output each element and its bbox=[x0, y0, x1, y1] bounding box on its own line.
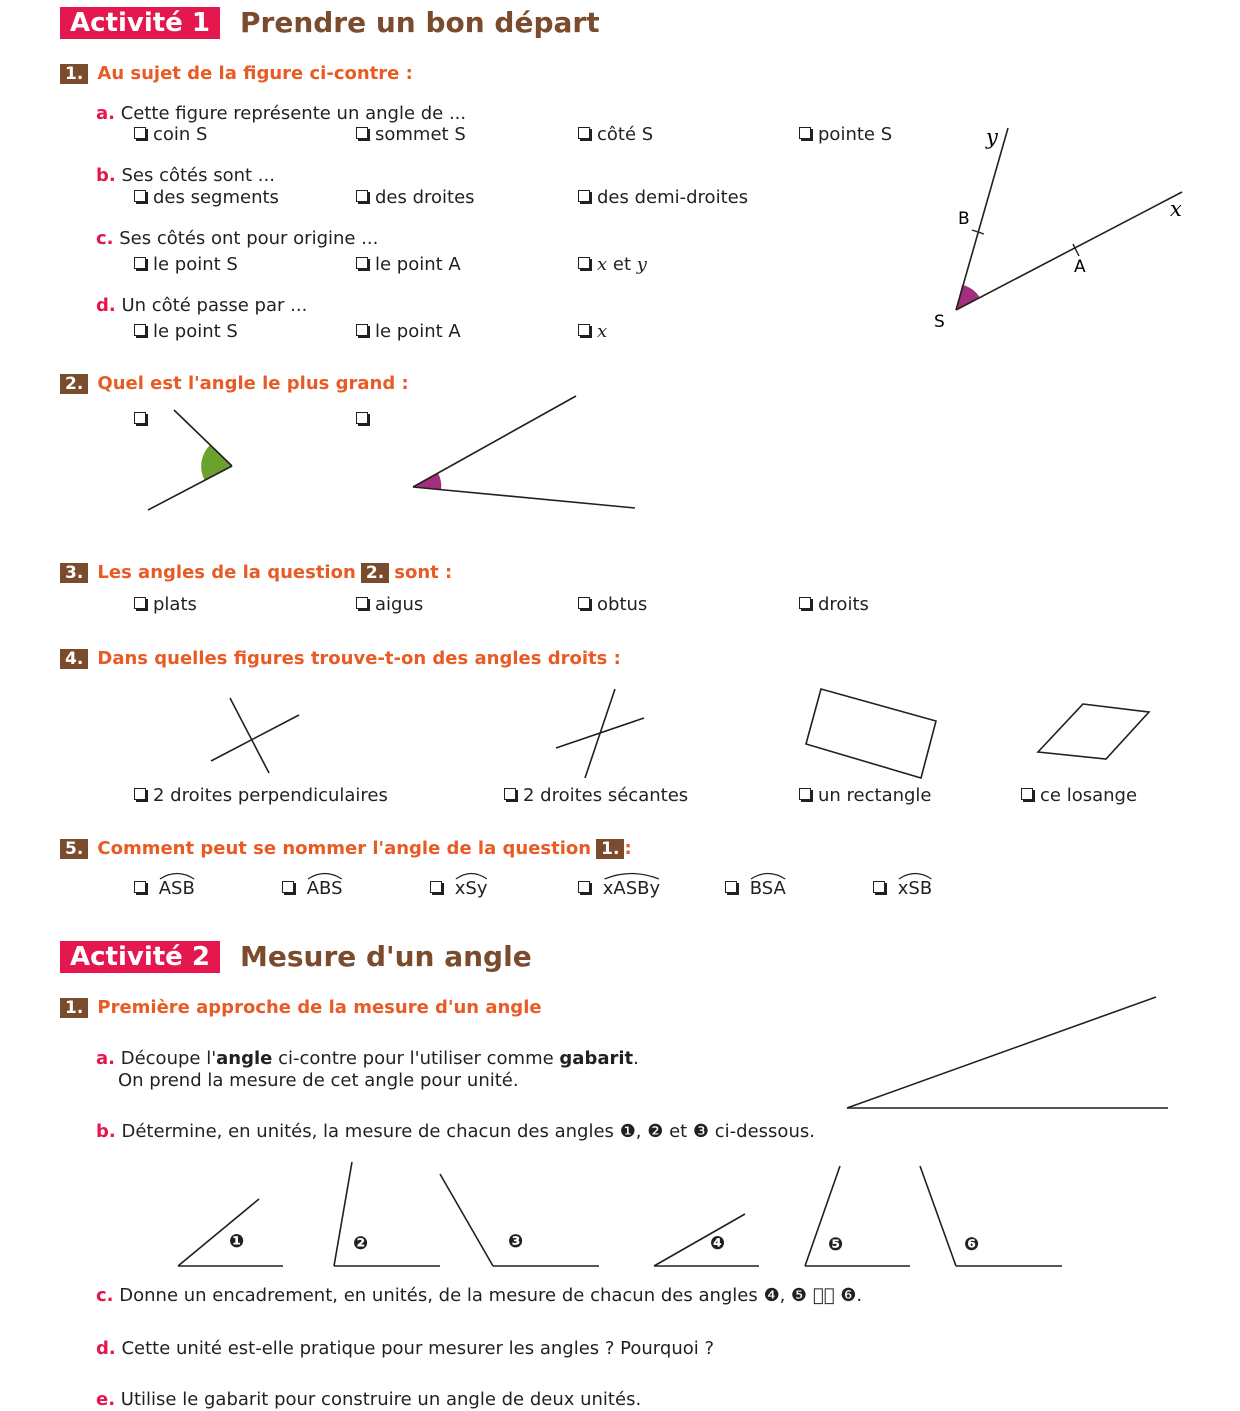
q1b-text: Ses côtés sont ... bbox=[121, 165, 275, 186]
q3-title-end: sont : bbox=[394, 562, 453, 583]
q1c-text: Ses côtés ont pour origine ... bbox=[119, 228, 379, 249]
measure-angles-row bbox=[170, 1155, 1070, 1275]
q1d-letter: d. bbox=[96, 295, 116, 316]
q1b-option-3[interactable]: des demi-droites bbox=[578, 187, 748, 209]
q1c-option-2[interactable]: le point A bbox=[356, 254, 461, 276]
q1b-option-2[interactable]: des droites bbox=[356, 187, 475, 209]
q1-heading bbox=[60, 63, 413, 85]
q4-secant-lines bbox=[550, 685, 660, 785]
angle-6-mark: ❻ bbox=[964, 1234, 980, 1255]
checkbox-icon[interactable] bbox=[578, 257, 590, 269]
angle-figure-xsy bbox=[920, 120, 1200, 340]
checkbox-icon[interactable] bbox=[134, 881, 146, 893]
checkbox-icon[interactable] bbox=[578, 127, 590, 139]
q2-title: Quel est l'angle le plus grand : bbox=[97, 373, 409, 394]
angle-1-mark: ❶ bbox=[229, 1231, 245, 1252]
q4-rectangle bbox=[800, 683, 945, 783]
a2-q1a-prompt: a. Découpe l'angle ci-contre pour l'utiliser comme gabarit. bbox=[96, 1048, 639, 1069]
angle-5-mark: ❺ bbox=[828, 1234, 844, 1255]
q5-option-3[interactable]: xSy bbox=[430, 872, 487, 900]
q1-title: Au sujet de la figure ci-contre : bbox=[97, 63, 413, 84]
checkbox-icon[interactable] bbox=[725, 881, 737, 893]
angle-2-mark: ❷ bbox=[353, 1233, 369, 1254]
q5-option-5[interactable]: BSA bbox=[725, 872, 786, 900]
label-b: B bbox=[958, 209, 970, 229]
q1b-prompt bbox=[96, 165, 275, 187]
checkbox-icon[interactable] bbox=[578, 190, 590, 202]
checkbox-icon[interactable] bbox=[504, 788, 516, 800]
checkbox-icon[interactable] bbox=[873, 881, 885, 893]
q1a-prompt bbox=[96, 103, 466, 125]
q1c-prompt bbox=[96, 228, 378, 250]
q1-number: 1. bbox=[60, 64, 88, 84]
q1d-option-3[interactable]: x bbox=[578, 321, 607, 343]
a2-q1-number: 1. bbox=[60, 998, 88, 1018]
angle-4 bbox=[654, 1214, 759, 1266]
q1a-letter: a. bbox=[96, 103, 115, 124]
ray-sx bbox=[956, 192, 1182, 310]
q2-number: 2. bbox=[60, 374, 88, 394]
a2-q1c-prompt: c. Donne un encadrement, en unités, de la mesure de chacun des angles ❹, ❺    ❻. bbox=[96, 1285, 863, 1306]
q3-heading bbox=[60, 562, 452, 584]
template-angle bbox=[840, 990, 1175, 1115]
q2-option-2[interactable] bbox=[356, 410, 375, 429]
angle-6 bbox=[920, 1166, 1062, 1266]
q4-option-4[interactable]: ce losange bbox=[1021, 785, 1137, 807]
q4-option-3[interactable]: un rectangle bbox=[799, 785, 932, 807]
checkbox-icon[interactable] bbox=[356, 412, 368, 424]
checkbox-icon[interactable] bbox=[799, 788, 811, 800]
checkbox-icon[interactable] bbox=[578, 881, 590, 893]
a2-q1e-prompt: e. Utilise le gabarit pour construire un angle de deux unités. bbox=[96, 1389, 642, 1410]
q2-angle-purple bbox=[405, 390, 645, 515]
q1c-letter: c. bbox=[96, 228, 114, 249]
checkbox-icon[interactable] bbox=[134, 324, 146, 336]
checkbox-icon[interactable] bbox=[282, 881, 294, 893]
checkbox-icon[interactable] bbox=[134, 597, 146, 609]
q4-rhombus bbox=[1033, 700, 1158, 765]
checkbox-icon[interactable] bbox=[1021, 788, 1033, 800]
checkbox-icon[interactable] bbox=[356, 597, 368, 609]
angle-5 bbox=[805, 1166, 910, 1266]
angle-3 bbox=[440, 1174, 599, 1266]
q5-option-1[interactable]: ASB bbox=[134, 872, 195, 900]
q1d-prompt bbox=[96, 295, 307, 317]
activity2-title: Mesure d'un angle bbox=[240, 940, 532, 973]
label-a: A bbox=[1074, 257, 1086, 277]
checkbox-icon[interactable] bbox=[134, 190, 146, 202]
checkbox-icon[interactable] bbox=[799, 127, 811, 139]
q5-option-4[interactable]: xASBy bbox=[578, 872, 660, 900]
q1a-option-2[interactable]: sommet S bbox=[356, 124, 466, 146]
q5-title: Comment peut se nommer l'angle de la question bbox=[97, 838, 592, 859]
a2-q1-title: Première approche de la mesure d'un angle bbox=[97, 997, 542, 1018]
q3-number: 3. bbox=[60, 563, 88, 583]
checkbox-icon[interactable] bbox=[356, 324, 368, 336]
q1d-option-2[interactable]: le point A bbox=[356, 321, 461, 343]
q1a-text: Cette figure représente un angle de ... bbox=[120, 103, 467, 124]
checkbox-icon[interactable] bbox=[134, 257, 146, 269]
q4-heading bbox=[60, 648, 621, 670]
checkbox-icon[interactable] bbox=[799, 597, 811, 609]
q2-heading bbox=[60, 373, 409, 395]
label-s: S bbox=[934, 312, 945, 332]
angle-3-mark: ❸ bbox=[508, 1231, 524, 1252]
checkbox-icon[interactable] bbox=[578, 324, 590, 336]
checkbox-icon[interactable] bbox=[356, 190, 368, 202]
angle-2 bbox=[334, 1162, 440, 1266]
q5-ref: 1. bbox=[596, 839, 624, 859]
q3-option-3[interactable]: obtus bbox=[578, 594, 647, 616]
checkbox-icon[interactable] bbox=[356, 257, 368, 269]
q4-number: 4. bbox=[60, 649, 88, 669]
q4-perpendicular-lines bbox=[200, 690, 310, 780]
q3-ref: 2. bbox=[361, 563, 389, 583]
label-y: y bbox=[986, 125, 998, 149]
q4-title: Dans quelles figures trouve-t-on des angles droits : bbox=[97, 648, 621, 669]
q5-heading bbox=[60, 838, 632, 860]
q5-option-2[interactable]: ABS bbox=[282, 872, 343, 900]
q2-angle-green bbox=[140, 400, 250, 520]
a2-q1a-line2: On prend la mesure de cet angle pour unité. bbox=[118, 1070, 519, 1091]
q1b-option-1[interactable]: des segments bbox=[134, 187, 279, 209]
q3-option-1[interactable]: plats bbox=[134, 594, 197, 616]
angle-4-mark: ❹ bbox=[710, 1233, 726, 1254]
q1d-option-1[interactable]: le point S bbox=[134, 321, 238, 343]
a2-q1b-prompt: b. Détermine, en unités, la mesure de chacun des angles ❶, ❷ et ❸ ci-dessous. bbox=[96, 1121, 815, 1142]
q1c-option-3[interactable]: x et y bbox=[578, 254, 647, 276]
q1d-text: Un côté passe par ... bbox=[121, 295, 308, 316]
activity2-badge: Activité 2 bbox=[60, 941, 220, 973]
q5-option-6[interactable]: xSB bbox=[873, 872, 932, 900]
q5-colon: : bbox=[624, 838, 632, 859]
q1a-option-4[interactable]: pointe S bbox=[799, 124, 892, 146]
checkbox-icon[interactable] bbox=[430, 881, 442, 893]
activity1-badge: Activité 1 bbox=[60, 7, 220, 39]
checkbox-icon[interactable] bbox=[134, 127, 146, 139]
a2-q1-heading bbox=[60, 997, 542, 1019]
q5-number: 5. bbox=[60, 839, 88, 859]
q4-option-1[interactable]: 2 droites perpendiculaires bbox=[134, 785, 388, 807]
q4-option-2[interactable]: 2 droites sécantes bbox=[504, 785, 688, 807]
q1c-option-1[interactable]: le point S bbox=[134, 254, 238, 276]
activity1-title: Prendre un bon départ bbox=[240, 6, 600, 39]
label-x: x bbox=[1170, 197, 1182, 221]
q1b-letter: b. bbox=[96, 165, 116, 186]
q1a-option-1[interactable]: coin S bbox=[134, 124, 207, 146]
q3-title: Les angles de la question bbox=[97, 562, 356, 583]
q3-option-2[interactable]: aigus bbox=[356, 594, 423, 616]
q1a-option-3[interactable]: côté S bbox=[578, 124, 653, 146]
q3-option-4[interactable]: droits bbox=[799, 594, 869, 616]
checkbox-icon[interactable] bbox=[356, 127, 368, 139]
a2-q1d-prompt: d. Cette unité est-elle pratique pour mesurer les angles ? Pourquoi ? bbox=[96, 1338, 715, 1359]
checkbox-icon[interactable] bbox=[578, 597, 590, 609]
checkbox-icon[interactable] bbox=[134, 788, 146, 800]
